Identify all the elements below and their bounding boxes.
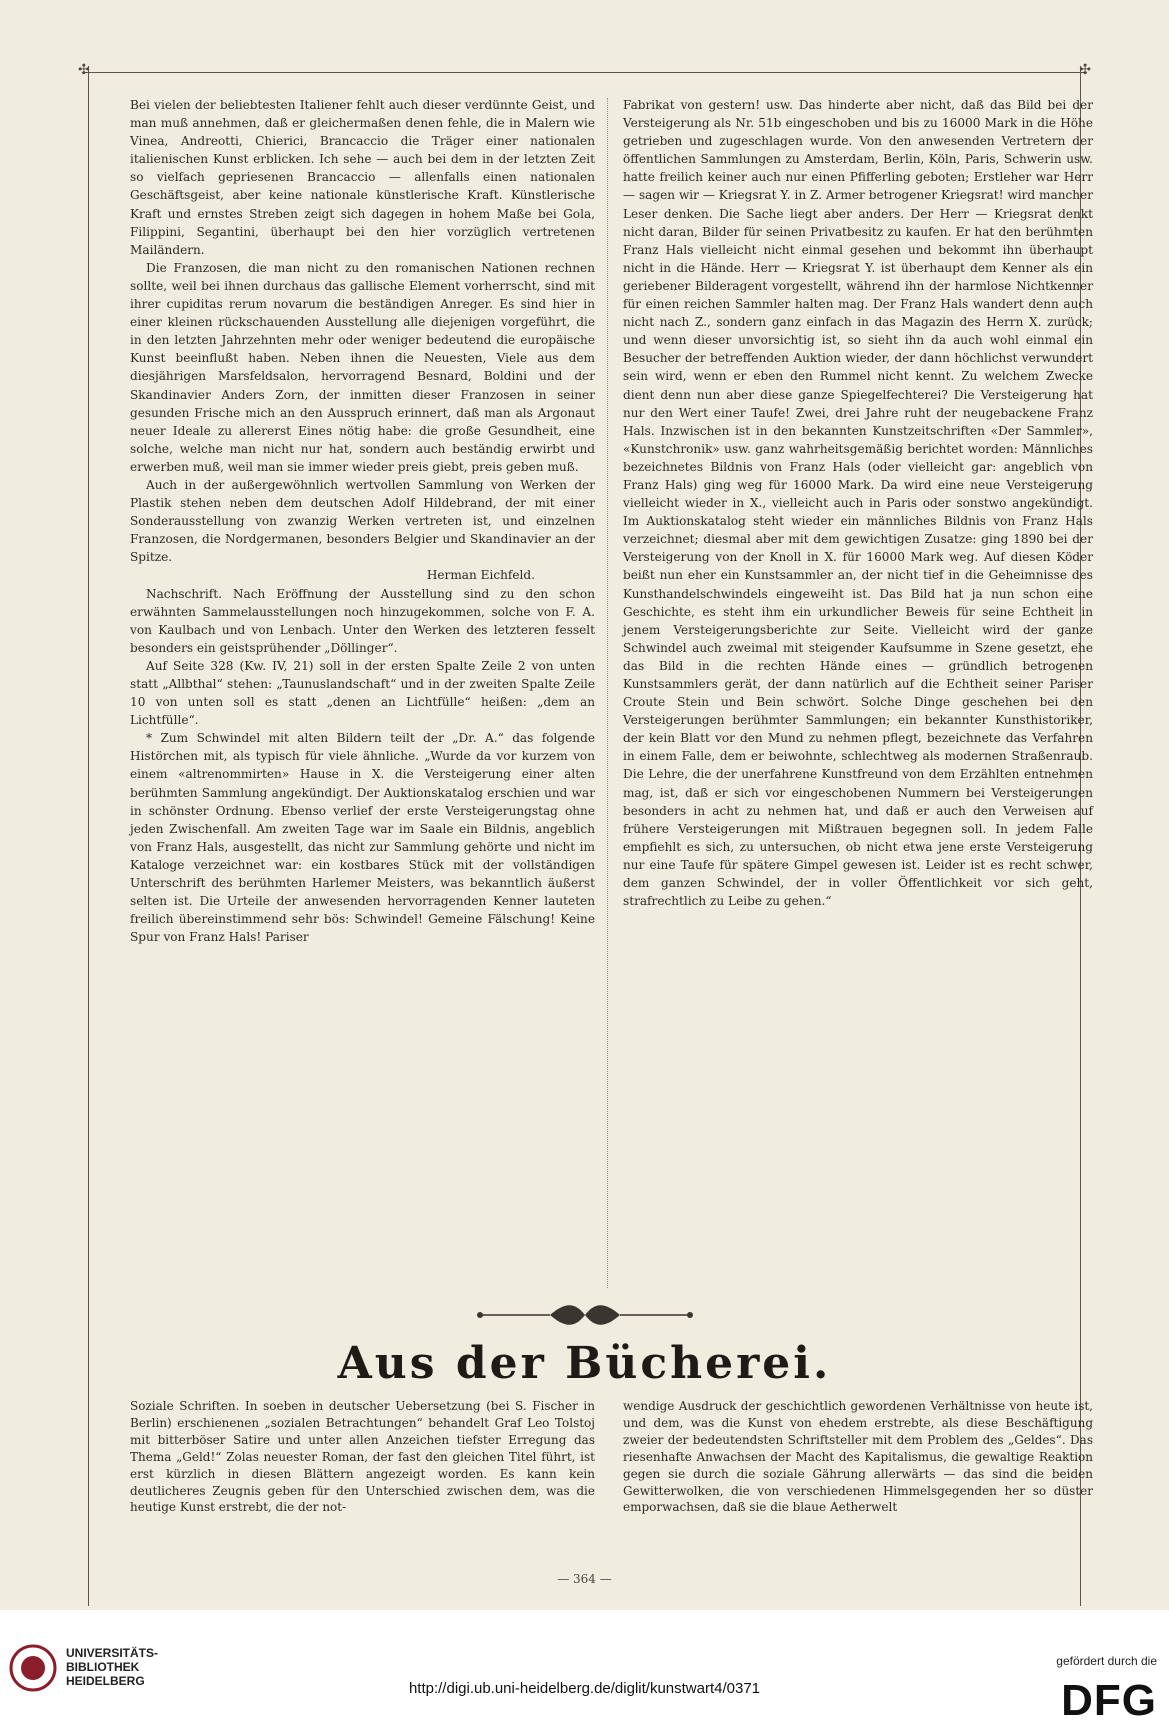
corner-ornament-icon: ✣	[78, 62, 90, 78]
paragraph: Fabrikat von gestern! usw. Das hinderte aber nicht, daß das Bild bei der Versteigerung als Nr. 51b eingeschoben und bis zu 16000 Mark in die Höhe getrieben und zugeschlagen wurde. Von den anwesenden Vertretern der öffentlichen Sammlungen zu Amsterdam, Berlin, Köln, Paris, Schwerin usw. hatte freilich keiner auch nur einen Pfifferling geboten; Erstleher war Herr — sagen wir — Kriegsrat Y. in Z. Armer betrogener Kriegsrat! wird mancher Leser denken. Die Sache liegt aber anders. Der Herr — Kriegsrat denkt nicht daran, Bilder für seinen Privatbesitz zu kaufen. Er hat den berühmten Franz Hals vielleicht nicht einmal gesehen und bekommt ihn überhaupt nicht in die Hände. Herr — Kriegsrat Y. ist überhaupt dem Kenner als ein geriebener Bilderagent vorgestellt, während ihn der harmlose Nichtkenner für einen reichen Sammler halten mag. Der Franz Hals wandert denn auch nicht nach Z., sondern ganz einfach in das Magazin des Herrn X. zurück; und wenn dieser unvorsichtig ist, so sieht ihn da auch wohl einmal ein Besucher der betreffenden Auktion wieder, der dann höchlichst verwundert sein wird, wenn er eben den Rummel nicht kennt. Zu welchem Zwecke dient denn nun aber diese ganze Spiegelfechterei? Die Versteigerung hat nur den Wert einer Taufe! Zwei, drei Jahre ruht der neugebackene Franz Hals. Inzwischen ist in den bekannten Kunstzeitschriften «Der Sammler», «Kunstchronik» usw. ganz wahrheitsgemäßig berichtet worden: Männliches bezeichnetes Bildnis von Franz Hals (oder vielleicht gar: angeblich von Franz Hals) ging weg für 16000 Mark. Da wird eine neue Versteigerung vielleicht wieder in X., vielleicht auch in Paris oder sonstwo angekündigt. Im Auktionskatalog steht wieder ein männliches Bildnis von Franz Hals verzeichnet; diesmal aber mit dem gewichtigen Zusatze: ging 1890 bei der Versteigerung von der Knoll in X. für 16000 Mark weg. Auf diesen Köder beißt nun eher ein Kunstsammler an, der nicht tief in die Geheimnisse des Kunsthandelschwindels eingeweiht ist. Das Bild hat ja nun schon eine Geschichte, es steht ihm ein urkundlicher Beweis für seine Echtheit in jenem Versteigerungsberichte zur Seite. Vielleicht wird der ganze Schwindel auch zweimal mit steigender Kaufsumme in Szene gesetzt, ehe das Bild in die rechten Hände eines — gründlich betrogenen Kunstsammlers gerät, der dann natürlich auf die Echtheit seiner Pariser Croute Stein und Bein schwört. Solche Dinge geschehen bei den Versteigerungen berühmter Sammlungen; ein bekannter Kunsthistoriker, der kein Blatt vor den Mund zu nehmen pflegt, bezeichnete das Verfahren in einem Falle, dem er beiwohnte, schlechtweg als modernen Straßenraub. Die Lehre, die der unerfahrene Kunstfreund von dem Erzählten entnehmen mag, ist, daß er sich vor eingeschobenen Nummern bei Versteigerungen besonders in acht zu nehmen hat, und daß er auch den Verweisen auf frühere Versteigerungen mit Mißtrauen begegnen soll. In jedem Falle empfiehlt es sich, zu untersuchen, ob nicht etwa jene erste Versteigerung nur eine Taufe für spätere Gimpel gewesen ist. Leider ist es recht schwer, dem ganzen Schwindel, der in voller Öffentlichkeit vor sich geht, strafrechtlich zu Leibe zu gehen.“	[623, 98, 1093, 909]
dfg-logo: DFG	[1061, 1676, 1157, 1725]
paragraph: Auch in der außergewöhnlich wertvollen Sammlung von Werken der Plastik stehen neben dem deutschen Adolf Hildebrand, der mit einer Sonderausstellung von zwanzig Werken vertreten ist, und einzelnen Franzosen, die Nordgermanen, besonders Belgier und Skandinavier an der Spitze.	[130, 477, 595, 565]
decorative-ornament-icon	[470, 1302, 700, 1328]
library-name-line: HEIDELBERG	[66, 1674, 145, 1688]
author-signature: Herman Eichfeld.	[426, 568, 535, 583]
page-number: — 364 —	[557, 1572, 612, 1586]
fraud-story-paragraph: * Zum Schwindel mit alten Bildern teilt der „Dr. A.“ das folgende Histörchen mit, als typisch für viele ähnliche. „Wurde da vor kurzem von einem «altrenommirten» Hause in X. die Versteigerung einer alten berühmten Sammlung angekündigt. Der Auktionskatalog erschien und war in schönster Ordnung. Ebenso verlief der erste Versteigerungstag ohne jeden Zwischenfall. Am zweiten Tage war im Saale ein Bildnis, angeblich von Franz Hals, ausgestellt, das nicht zur Sammlung gehörte und nicht im Kataloge verzeichnet war: ein kostbares Stück mit der vollständigen Unterschrift des berühmten Harlemer Meisters, was bekanntlich äußerst selten ist. Die Urteile der anwesenden hervorragenden Kenner lauteten freilich übereinstimmend sehr bös: Schwindel! Gemeine Fälschung! Keine Spur von Franz Hals! Pariser	[130, 731, 595, 945]
paragraph: wendige Ausdruck der geschichtlich gewordenen Verhältnisse von heute ist, und dem, was die Kunst von ehedem erstrebte, als diese Beschäftigung zweier der bedeutendsten Schriftsteller mit dem Problem des „Geldes“. Das riesenhafte Anwachsen der Macht des Kapitalismus, die gewaltige Reaktion gegen sie durch die soziale Gährung allerwärts — das sind die beiden Gewitterwolken, die von verschiedenen Himmelsgegenden her so düster emporwachsen, daß sie die blaue Aetherwelt	[623, 1399, 1093, 1515]
top-border-rule	[82, 72, 1087, 73]
corner-ornament-icon: ✣	[1079, 62, 1091, 78]
paragraph: Soziale Schriften. In soeben in deutscher Uebersetzung (bei S. Fischer in Berlin) erschienenen „sozialen Betrachtungen“ behandelt Graf Leo Tolstoj mit bitterböser Satire und unter allen Anzeichen tiefster Erregung das Thema „Geld!“ Zolas neuester Roman, der fast den gleichen Titel führt, ist erst kürzlich in diesen Blättern angezeigt worden. Es kann kein deutlicheres Zeugnis geben für den Unterschied zwischen dem, was die heutige Kunst erstrebt, die der not-	[130, 1399, 595, 1515]
books-left-column	[130, 1398, 595, 1516]
postscript-paragraph: Nachschrift. Nach Eröffnung der Ausstellung sind zu den schon erwähnten Sammelausstellungen noch hinzugekommen, solche von F. A. von Kaulbach und von Lenbach. Unter den Werken des letzteren fesselt besonders ein geistsprühender „Döllinger“.	[130, 586, 595, 655]
paragraph: Bei vielen der beliebtesten Italiener fehlt auch dieser verdünnte Geist, und man muß annehmen, daß er gleichermaßen denen fehle, die in Malern wie Vinea, Andreotti, Chierici, Brancaccio die Träger einer nationalen italienischen Kunst erblicken. Ich sehe — auch bei dem in der letzten Zeit so vielfach gepriesenen Brancaccio — allenfalls einen nationalen Geschäftsgeist, aber keine nationale künstlerische Kraft. Künstlerische Kraft und ernstes Streben zeigt sich dagegen in hohem Maße bei Gola, Filippini, Segantini, überhaupt bei den hier vorzüglich vertretenen Mailändern.	[130, 98, 595, 257]
section-heading: Aus der Bücherei.	[337, 1338, 832, 1389]
library-name-line: BIBLIOTHEK	[66, 1660, 140, 1674]
column-divider	[607, 98, 608, 1288]
source-url[interactable]: http://digi.ub.uni-heidelberg.de/diglit/kunstwart4/0371	[408, 1680, 761, 1697]
books-right-column	[623, 1398, 1093, 1516]
library-name-line: UNIVERSITÄTS-	[66, 1646, 159, 1660]
left-column	[130, 96, 595, 946]
footer-bar	[0, 1610, 1169, 1733]
paragraph: Die Franzosen, die man nicht zu den romanischen Nationen rechnen sollte, weil bei ihnen durchaus das gallische Element vorherrscht, sind mit ihrer cupiditas rerum novarum die beständigen Anreger. Es sind hier in einer kleinen rückschauenden Ausstellung alle diejenigen vorgeführt, die in den letzten Jahrzehnten mehr oder weniger bedeutend die europäische Kunst beeinflußt haben. Neben ihnen die Neuesten, Viele aus dem diesjährigen Marsfeldsalon, hervorragend Besnard, Boldini und der Skandinavier Anders Zorn, der inmitten dieser Franzosen in seiner gesunden Frische mich an den Ausspruch erinnert, daß man als Argonaut neuer Ideale zu allererst Eines nötig habe: die große Gesundheit, eine solche, welche man nicht nur hat, sondern auch beständig erwirbt und erwerben muß, weil man sie immer wieder preis giebt, preis geben muß.	[130, 260, 595, 474]
correction-paragraph: Auf Seite 328 (Kw. IV, 21) soll in der ersten Spalte Zeile 2 von unten statt „Allbthal“ stehen: „Taunuslandschaft“ und in der zweiten Spalte Zeile 10 von unten soll es statt „denen an Lichtfülle“ heißen: „dem an Lichtfülle“.	[130, 658, 595, 728]
right-column	[623, 96, 1093, 910]
funding-note: gefördert durch die	[1056, 1654, 1157, 1668]
